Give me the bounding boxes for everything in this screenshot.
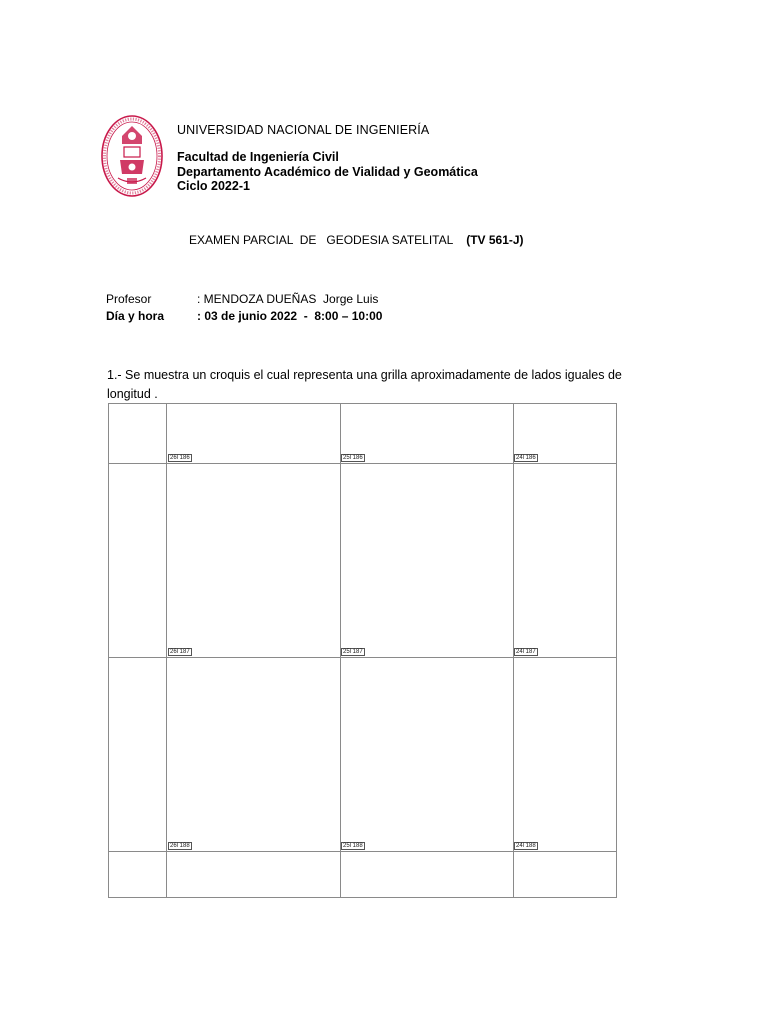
exam-title: EXAMEN PARCIAL DE GEODESIA SATELITAL (189, 233, 453, 247)
exam-code: (TV 561-J) (466, 233, 524, 247)
grid-point-label: 24l 187 (516, 649, 536, 655)
grid-line-v (616, 403, 617, 898)
professor-value: : MENDOZA DUEÑAS Jorge Luis (197, 292, 379, 306)
grid-line-h (108, 403, 617, 404)
university-seal-logo (100, 114, 164, 198)
grid-point-label: 26l 186 (170, 455, 190, 461)
cycle: Ciclo 2022-1 (177, 179, 250, 193)
grid-line-h (108, 897, 617, 898)
grid-line-v (166, 403, 167, 898)
grid-point-label: 26l 188 (170, 843, 190, 849)
grid-line-v (108, 403, 109, 898)
faculty-name: Facultad de Ingeniería Civil (177, 150, 339, 164)
grid-point-label: 25l 188 (343, 843, 363, 849)
university-name: UNIVERSIDAD NACIONAL DE INGENIERÍA (177, 123, 430, 137)
grid-point-label: 26l 187 (170, 649, 190, 655)
grid-sketch (108, 403, 617, 898)
date-value: : 03 de junio 2022 - 8:00 – 10:00 (197, 309, 383, 323)
grid-point-label: 25l 186 (343, 455, 363, 461)
grid-line-h (108, 851, 617, 852)
grid-point-label: 25l 187 (343, 649, 363, 655)
grid-point-label: 24l 188 (516, 843, 536, 849)
professor-label: Profesor (106, 292, 152, 306)
date-label: Día y hora (106, 309, 165, 323)
exam-title-line (189, 233, 524, 247)
grid-line-h (108, 463, 617, 464)
department-name: Departamento Académico de Vialidad y Geomática (177, 164, 478, 179)
grid-point-label: 24l 186 (516, 455, 536, 461)
faculty-block (177, 150, 478, 194)
grid-line-h (108, 657, 617, 658)
question-1-text: 1.- Se muestra un croquis el cual representa una grilla aproximadamente de lados iguales de longitud . (107, 368, 622, 401)
